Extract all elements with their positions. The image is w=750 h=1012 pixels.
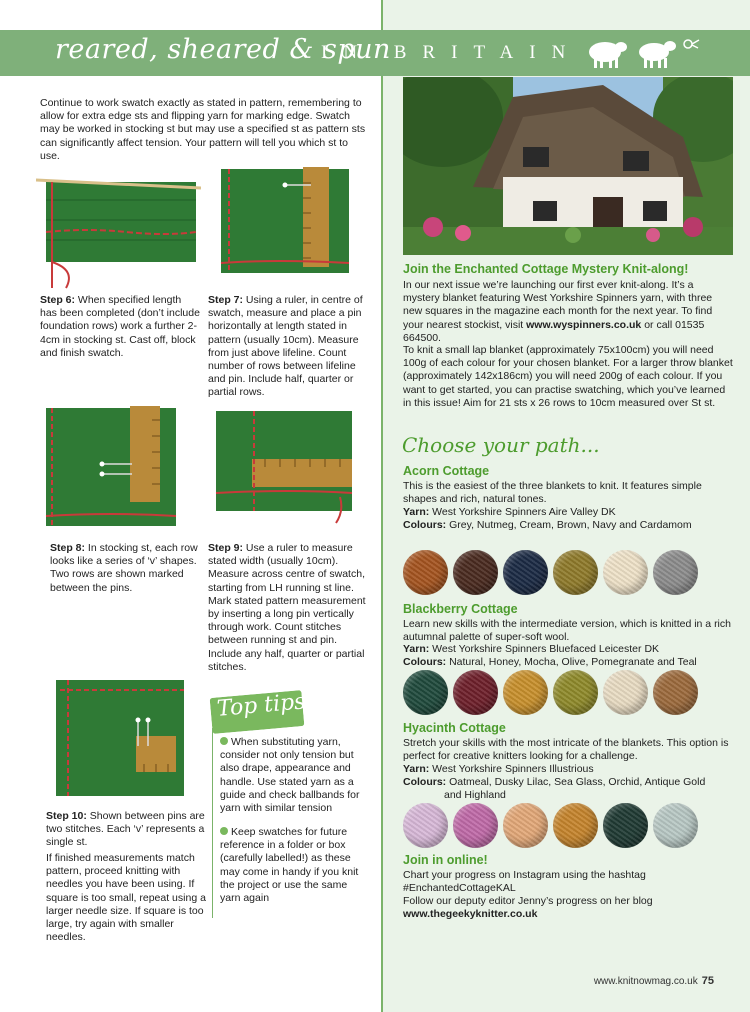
sheep-icon [583,36,629,70]
footer-site[interactable]: www.knitnowmag.co.uk [593,976,698,987]
geekyknitter-link[interactable]: www.thegeekyknitter.co.uk [403,908,538,920]
cottage-photo [403,77,733,255]
yarn-ball-swatch [553,803,598,848]
blackberry-description: Learn new skills with the intermediate version, which is knitted in a rich autumnal palette of super-soft wool. [403,618,731,644]
step8-text: In stocking st, each row looks like a series of ‘v’ shapes. Two rows are shown marked between the pins. [50,542,198,594]
yarn-ball-swatch [453,550,498,595]
online-line-1: Chart your progress on Instagram using the hashtag [403,869,646,881]
section-banner [0,30,750,76]
hyacinth-colours-value: Oatmeal, Dusky Lilac, Sea Glass, Orchid, Antique Gold [446,776,706,788]
online-line-3: Follow our deputy editor Jenny’s progress on her blog [403,895,653,907]
yarn-ball-swatch [403,803,448,848]
finish-paragraph: If finished measurements match pattern, proceed knitting with needles you have been using. If square is too small, repeat using a larger needle size. If square is too large, try again with smaller needles. [46,852,206,944]
colours-label: Colours: [403,776,447,788]
yarn-label: Yarn: [403,763,430,775]
step7-caption [208,294,368,400]
yarn-ball-swatch [403,550,448,595]
yarn-ball-swatch [653,550,698,595]
step6-caption [40,294,200,360]
yarn-ball-swatch [653,670,698,715]
tip-1-text: When substituting yarn, consider not only tension but also drape, appearance and handle. Use stated yarn as a guide and check ballbands for yarn with similar tension [220,736,360,815]
yarn-label: Yarn: [403,506,430,518]
step6-illustration [36,170,201,290]
top-tips-title: Top tips [216,689,307,722]
yarn-ball-swatch [603,550,648,595]
banner-britain-title: IN BRITAIN [321,42,582,63]
acorn-yarn-value: West Yorkshire Spinners Aire Valley DK [429,506,616,518]
blackberry-colours-value: Natural, Honey, Mocha, Olive, Pomegranate and Teal [446,656,697,668]
step10-caption [46,810,206,850]
page-footer [594,975,714,987]
blackberry-yarn [403,643,733,656]
intro-paragraph: Continue to work swatch exactly as stated in pattern, remembering to allow for extra edge sts and flipping yarn for marking edge. Swatch may be worked in stocking st but may use a specified st as pattern sts can significantly affect tension. Your pattern will tell you which st to use. [40,97,366,162]
yarn-ball-swatch [603,803,648,848]
acorn-yarn [403,506,733,519]
acorn-heading: Acorn Cottage [403,464,490,478]
step9-text: Use a ruler to measure stated width (usually 10cm). Measure across centre of swatch, starting from LH running st line. Mark stated pattern measurement by inserting a long pin vertically through work. Count stitches between running st and pin. Include any half, quarter or partial stitches. [208,542,366,673]
yarn-ball-swatch [653,803,698,848]
tip-2-text: Keep swatches for future reference in a folder or box (carefully labelled!) as these may come in handy if you knit the project or use the same yarn again [220,826,359,905]
hyacinth-colours-cont: and Highland [444,789,506,801]
step8-label: Step 8: [50,542,86,554]
online-hashtag: #EnchantedCottageKAL [403,882,516,894]
flower-icon [682,36,700,52]
step7-text: Using a ruler, in centre of swatch, measure and place a pin horizontally at length stated in pattern (usually 10cm). Measure from just above lifeline. Count number of rows between lifeline and pin. Include half, quarter or partial rows. [208,294,363,399]
banner-script-title: reared, sheared & spun [55,34,391,65]
step10-text: Shown between pins are two stitches. Each ‘v’ represents a single st. [46,810,205,849]
kal-paragraph-1 [403,279,733,345]
online-heading: Join in online! [403,853,488,867]
yarn-ball-swatch [453,803,498,848]
kal-heading: Join the Enchanted Cottage Mystery Knit-along! [403,262,689,276]
yarn-ball-swatch [553,550,598,595]
hyacinth-description: Stretch your skills with the most intricate of the blankets. This option is perfect for creative knitters looking for a challenge. [403,737,729,763]
step8-illustration [42,404,180,534]
tip-bullet-icon [220,737,228,745]
blackberry-colours [403,656,733,669]
acorn-swatches [403,550,698,595]
step6-label: Step 6: [40,294,76,306]
colours-label: Colours: [403,519,447,531]
yarn-ball-swatch [553,670,598,715]
hyacinth-yarn-value: West Yorkshire Spinners Illustrious [429,763,594,775]
blackberry-heading: Blackberry Cottage [403,602,518,616]
hyacinth-yarn [403,763,733,776]
kal-para1-start: In our next issue we’re launching our first ever knit-along. It’s a mystery blanket featuring West Yorkshire Spinners yarn, with three new squares in the magazine each month for the next year. To find your nearest stockist, visit [403,279,713,331]
step6-text: When specified length has been completed (don’t include foundation rows) work a further 2-4cm in stocking st. Cast off, block and finish swatch. [40,294,200,359]
choose-your-path-heading: Choose your path... [402,433,600,457]
step8-caption [50,542,200,595]
wyspinners-link[interactable]: www.wyspinners.co.uk [526,318,642,331]
hyacinth-swatches [403,803,698,848]
step7-illustration [215,163,355,283]
yarn-ball-swatch [453,670,498,715]
page-number: 75 [701,975,714,987]
yarn-ball-swatch [403,670,448,715]
blackberry-swatches [403,670,698,715]
tip-bullet-icon [220,827,228,835]
yarn-ball-swatch [603,670,648,715]
tip-1 [220,736,362,815]
blackberry-yarn-value: West Yorkshire Spinners Bluefaced Leicester DK [429,643,660,655]
step7-label: Step 7: [208,294,244,306]
yarn-ball-swatch [503,803,548,848]
hyacinth-heading: Hyacinth Cottage [403,721,506,735]
step9-caption [208,542,368,674]
step9-illustration [210,407,358,527]
hyacinth-colours [403,776,733,789]
colours-label: Colours: [403,656,447,668]
lamb-icon [632,36,678,70]
yarn-ball-swatch [503,670,548,715]
yarn-label: Yarn: [403,643,430,655]
kal-paragraph-2: To knit a small lap blanket (approximately 75x100cm) you will need 100g of each colour for your chosen blanket. For a larger throw blanket (approximately 142x186cm) you will need 200g of each colour. If you want to get started, you can practise swatching, which you’ve learned in this issue! Aim for 21 sts x 26 rows to 10cm measured over St st. [403,344,733,409]
acorn-colours-value: Grey, Nutmeg, Cream, Brown, Navy and Cardamom [446,519,692,531]
step10-label: Step 10: [46,810,87,822]
acorn-description: This is the easiest of the three blankets to knit. It features simple shapes and rich, natural tones. [403,480,702,506]
column-divider [381,0,383,1012]
tip-2 [220,826,362,905]
acorn-colours [403,519,733,532]
step10-illustration [52,676,190,806]
step9-label: Step 9: [208,542,244,554]
yarn-ball-swatch [503,550,548,595]
kal-para1-end: or call 01535 664500. [403,318,705,344]
